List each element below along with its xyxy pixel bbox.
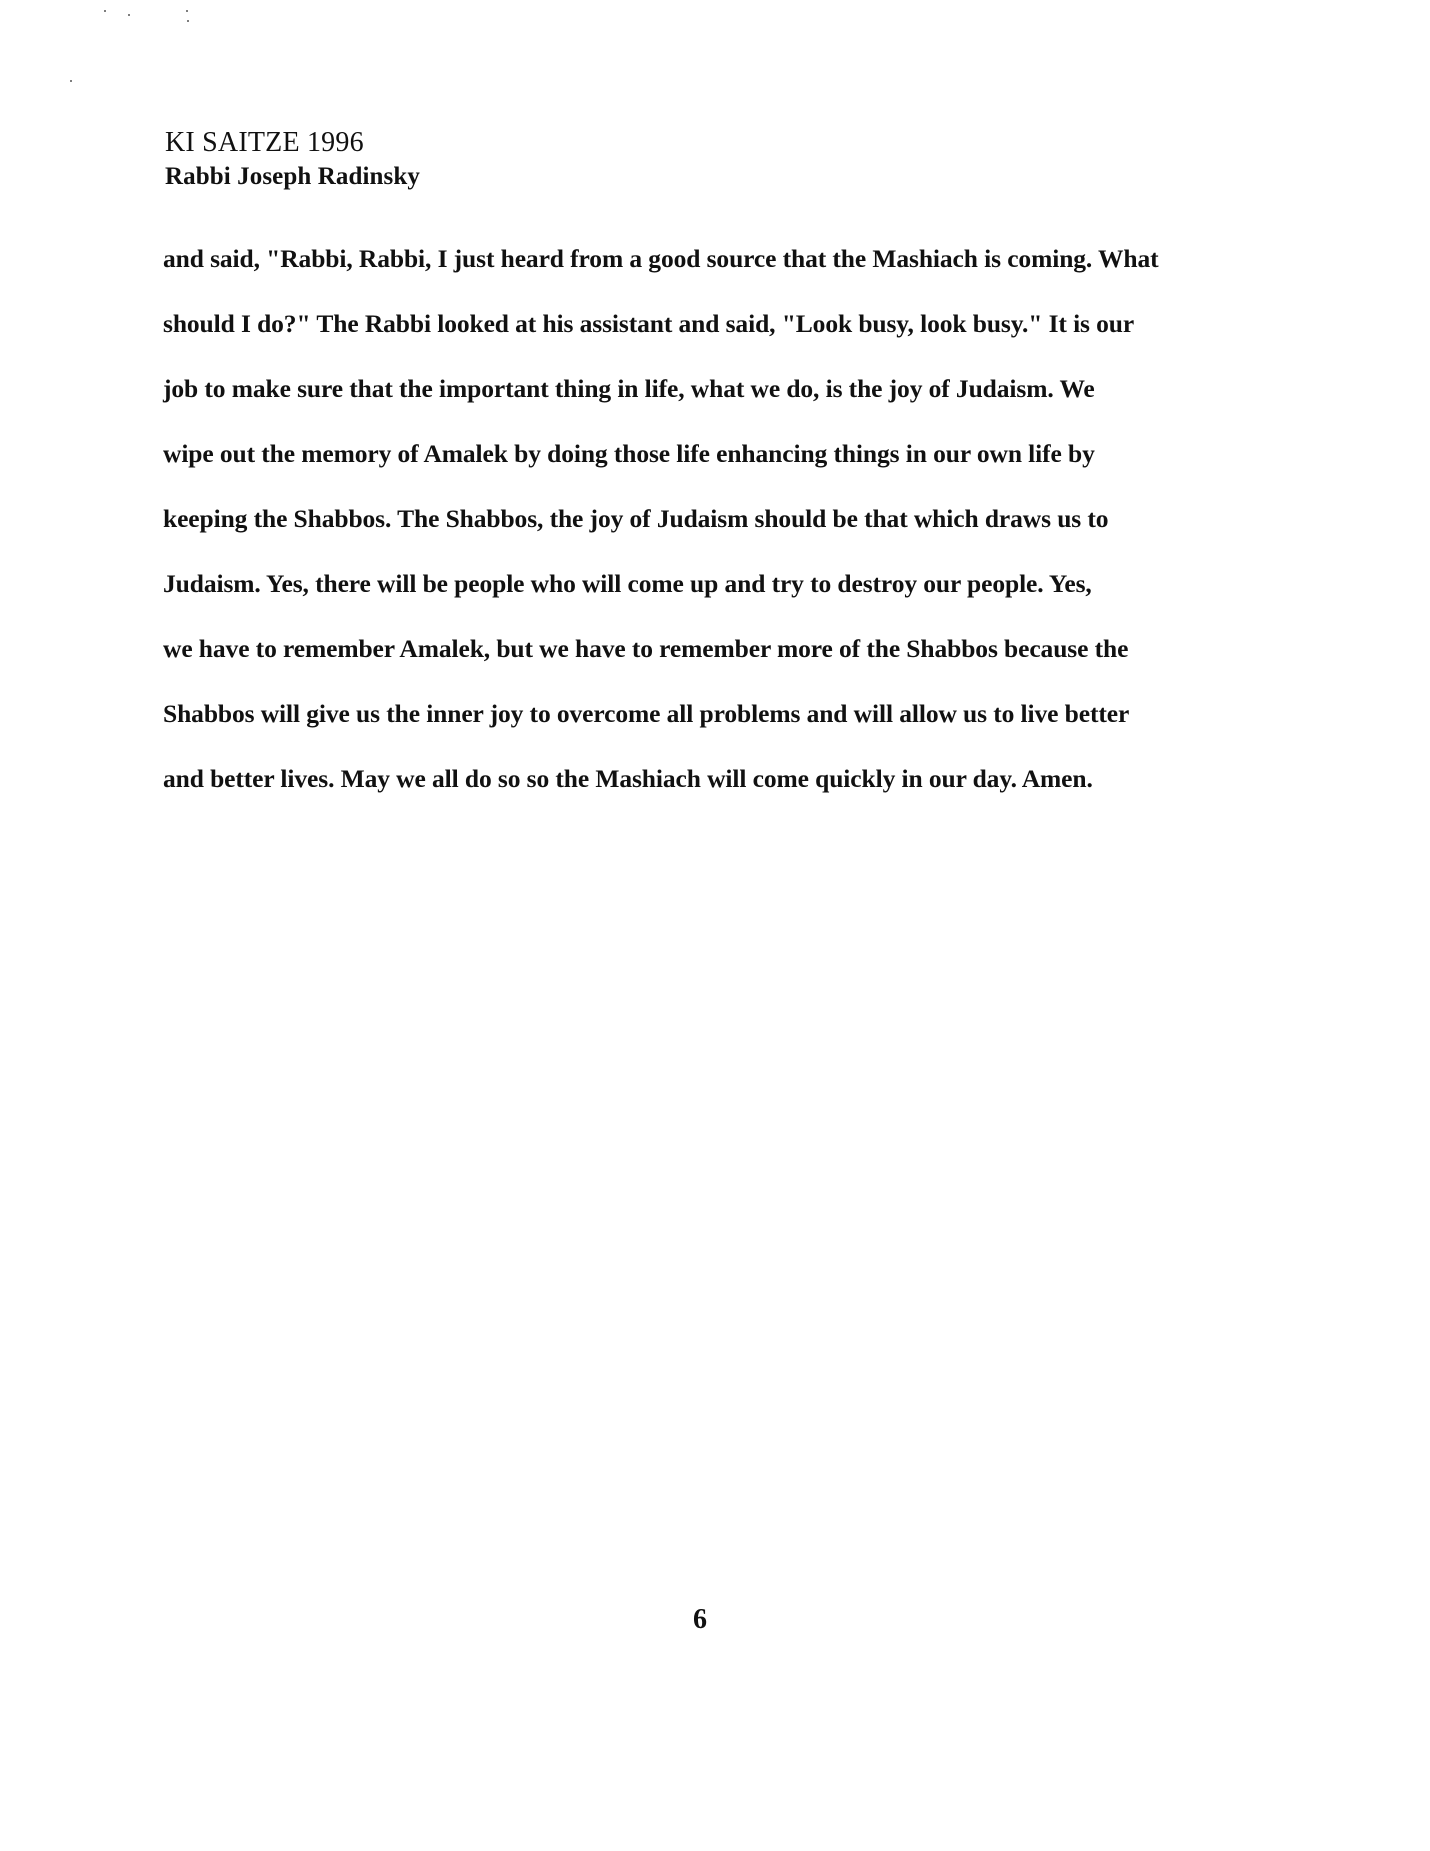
body-line: Judaism. Yes, there will be people who will come up and try to destroy our people. Yes,	[163, 569, 1092, 598]
document-author: Rabbi Joseph Radinsky	[165, 163, 420, 190]
body-line: we have to remember Amalek, but we have to remember more of the Shabbos because the	[163, 634, 1129, 663]
document-title: KI SAITZE 1996	[165, 127, 364, 158]
body-line: Shabbos will give us the inner joy to overcome all problems and will allow us to live better	[163, 699, 1130, 728]
body-line: and better lives. May we all do so so the Mashiach will come quickly in our day. Amen.	[163, 764, 1093, 793]
scan-speck	[104, 10, 106, 12]
scan-speck	[186, 10, 188, 12]
body-line: should I do?" The Rabbi looked at his assistant and said, "Look busy, look busy." It is our	[163, 309, 1135, 338]
document-body	[163, 226, 1253, 811]
body-line: job to make sure that the important thing in life, what we do, is the joy of Judaism. We	[163, 374, 1095, 403]
scan-speck	[187, 20, 189, 22]
body-line: and said, "Rabbi, Rabbi, I just heard from a good source that the Mashiach is coming. What	[163, 244, 1159, 273]
scan-speck	[128, 14, 130, 16]
scan-speck	[70, 80, 72, 82]
body-line: keeping the Shabbos. The Shabbos, the joy of Judaism should be that which draws us to	[163, 504, 1109, 533]
page-number: 6	[693, 1604, 707, 1635]
body-line: wipe out the memory of Amalek by doing those life enhancing things in our own life by	[163, 439, 1095, 468]
document-header	[165, 126, 420, 194]
